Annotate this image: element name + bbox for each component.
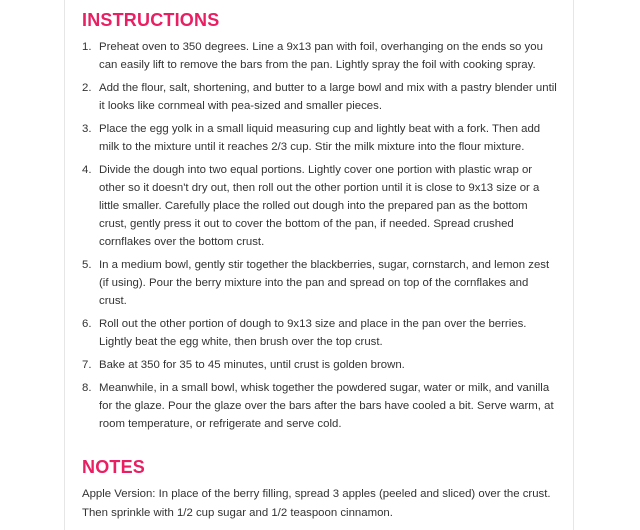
instruction-step bbox=[82, 256, 558, 310]
instruction-step bbox=[82, 379, 558, 433]
step-text: Bake at 350 for 35 to 45 minutes, until crust is golden brown. bbox=[99, 359, 405, 371]
notes-text: Apple Version: In place of the berry filling, spread 3 apples (peeled and sliced) over the crust. Then sprinkle with 1/2 cup sugar and 1/2 teaspoon cinnamon. bbox=[82, 488, 551, 519]
step-number: 7. bbox=[82, 359, 92, 371]
step-number: 8. bbox=[82, 382, 92, 394]
instruction-step bbox=[82, 38, 558, 74]
step-text: Preheat oven to 350 degrees. Line a 9x13 pan with foil, overhanging on the ends so you can easily lift to remove the bars from the pan. Lightly spray the foil with cooking spray. bbox=[99, 41, 543, 71]
step-text: Roll out the other portion of dough to 9x13 size and place in the pan over the berries. Lightly beat the egg white, then brush over the top crust. bbox=[99, 318, 527, 348]
instruction-step bbox=[82, 79, 558, 115]
step-number: 6. bbox=[82, 318, 92, 330]
step-text: In a medium bowl, gently stir together the blackberries, sugar, cornstarch, and lemon zest (if using). Pour the berry mixture into the pan and spread on top of the cornflakes and crust. bbox=[99, 259, 550, 307]
instruction-step bbox=[82, 315, 558, 351]
step-number: 1. bbox=[82, 41, 92, 53]
instructions-heading: INSTRUCTIONS bbox=[82, 10, 220, 30]
instruction-step bbox=[82, 120, 558, 156]
notes-heading: NOTES bbox=[82, 457, 146, 477]
step-text: Meanwhile, in a small bowl, whisk together the powdered sugar, water or milk, and vanilla for the glaze. Pour the glaze over the bars after the bars have cooled a bit. Serve warm, at room temperature, or refrigerate and serve cold. bbox=[99, 382, 554, 430]
instruction-step bbox=[82, 161, 558, 251]
recipe-card bbox=[64, 0, 574, 530]
step-text: Divide the dough into two equal portions. Lightly cover one portion with plastic wrap or other so it doesn't dry out, then roll out the other portion until it is close to 9x13 size or a little smaller. Carefully place the rolled out dough into the prepared pan as the bottom crust, gently press it out to cover the bottom of the pan, if needed. Spread crushed cornflakes over the bottom crust. bbox=[99, 164, 540, 248]
step-number: 4. bbox=[82, 164, 92, 176]
instruction-step bbox=[82, 356, 558, 374]
instructions-list bbox=[82, 38, 558, 438]
step-text: Place the egg yolk in a small liquid measuring cup and lightly beat with a fork. Then add milk to the mixture until it reaches 2/3 cup. Stir the milk mixture into the flour mixture. bbox=[99, 123, 541, 153]
step-number: 2. bbox=[82, 82, 92, 94]
step-text: Add the flour, salt, shortening, and butter to a large bowl and mix with a pastry blender until it looks like cornmeal with pea-sized and smaller pieces. bbox=[99, 82, 557, 112]
step-number: 3. bbox=[82, 123, 92, 135]
step-number: 5. bbox=[82, 259, 92, 271]
